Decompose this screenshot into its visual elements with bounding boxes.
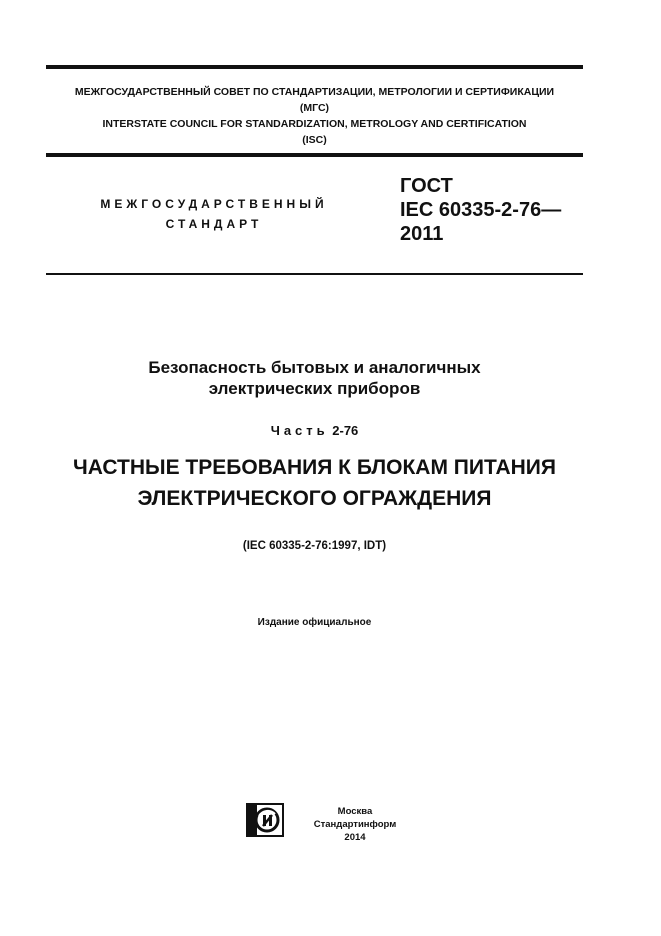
- council-ru-name: МЕЖГОСУДАРСТВЕННЫЙ СОВЕТ ПО СТАНДАРТИЗАЦИИ, МЕТРОЛОГИИ И СЕРТИФИКАЦИИ: [74, 86, 555, 98]
- council-ru-abbr: (МГС): [299, 102, 330, 114]
- document-subtitle: [46, 452, 583, 514]
- top-rule: [46, 65, 583, 69]
- publisher-info: [310, 805, 400, 844]
- designation-gost: ГОСТ: [400, 175, 453, 197]
- document-title: [46, 357, 583, 399]
- publisher-year: 2014: [344, 832, 366, 843]
- council-header: [46, 84, 583, 148]
- designation-bottom-rule: [46, 273, 583, 275]
- title-line2: электрических приборов: [208, 379, 421, 398]
- council-bottom-rule: [46, 153, 583, 157]
- standard-type-line1: МЕЖГОСУДАРСТВЕННЫЙ: [100, 197, 328, 211]
- part-label: [46, 423, 583, 438]
- part-number: 2-76: [332, 423, 359, 438]
- publisher-name: Стандартинформ: [313, 819, 397, 830]
- part-word: Часть: [270, 423, 329, 438]
- council-en-abbr: (ISC): [302, 134, 327, 146]
- title-line1: Безопасность бытовых и аналогичных: [148, 358, 481, 377]
- council-en-name: INTERSTATE COUNCIL FOR STANDARDIZATION, METROLOGY AND CERTIFICATION: [102, 118, 527, 130]
- publisher-city: Москва: [337, 806, 373, 817]
- standard-type-line2: СТАНДАРТ: [165, 217, 263, 231]
- iec-reference: (IEC 60335-2-76:1997, IDT): [242, 540, 387, 552]
- designation-year: 2011: [400, 223, 444, 245]
- standartinform-logo-icon: [246, 803, 284, 837]
- standard-type: [80, 194, 348, 234]
- designation-number: IEC 60335-2-76—: [400, 199, 562, 221]
- standard-designation: [400, 174, 561, 246]
- subtitle-line2: ЭЛЕКТРИЧЕСКОГО ОГРАЖДЕНИЯ: [137, 487, 492, 510]
- edition-note: Издание официальное: [257, 617, 372, 628]
- subtitle-line1: ЧАСТНЫЕ ТРЕБОВАНИЯ К БЛОКАМ ПИТАНИЯ: [73, 456, 556, 479]
